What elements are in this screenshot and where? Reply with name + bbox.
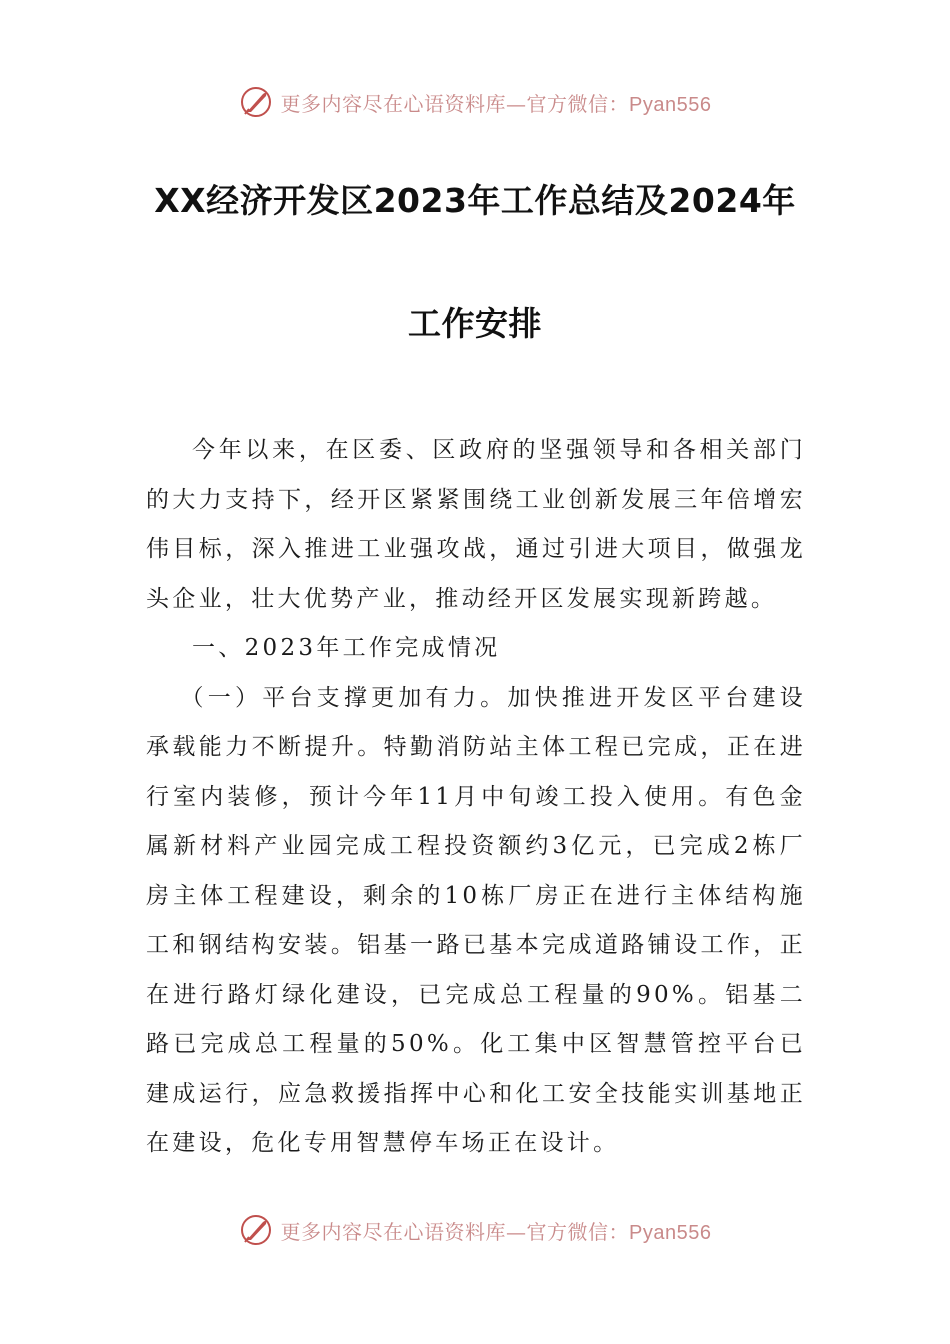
document-title-line-1: XX经济开发区2023年工作总结及2024年 — [154, 181, 796, 220]
document-body — [146, 426, 806, 1169]
watermark-wechat-id: Pyan556 — [629, 1221, 712, 1244]
intro-paragraph: 今年以来，在区委、区政府的坚强领导和各相关部门的大力支持下，经开区紧紧围绕工业创新发展三年倍增宏伟目标，深入推进工业强攻战，通过引进大项目，做强龙头企业，壮大优势产业，推动经开区发展实现新跨越。 — [146, 437, 806, 612]
watermark-cn: 更多内容尽在心语资料库—官方微信： — [280, 1219, 630, 1244]
section-heading: 一、2023年工作完成情况 — [192, 635, 501, 661]
quill-pen-icon — [239, 1213, 273, 1247]
quill-pen-icon — [239, 85, 273, 119]
subsection-paragraph: （一）平台支撑更加有力。加快推进开发区平台建设承载能力不断提升。特勤消防站主体工程已完成，正在进行室内装修，预计今年11月中旬竣工投入使用。有色金属新材料产业园完成工程投资额约3亿元，已完成2栋厂房主体工程建设，剩余的10栋厂房正在进行主体结构施工和钢结构安装。铝基一路已基本完成道路铺设工作，正在进行路灯绿化建设，已完成总工程量的90%。铝基二路已完成总工程量的50%。化工集中区智慧管控平台已建成运行，应急救援指挥中心和化工安全技能实训基地正在建设，危化专用智慧停车场正在设计。 — [146, 684, 806, 1156]
watermark-cn: 更多内容尽在心语资料库—官方微信： — [280, 91, 630, 116]
document-title-line-2: 工作安排 — [408, 304, 542, 343]
watermark-text — [281, 1216, 712, 1245]
footer-watermark — [0, 1210, 950, 1250]
header-watermark — [0, 82, 950, 122]
watermark-wechat-id: Pyan556 — [629, 93, 712, 116]
watermark-text — [281, 88, 712, 117]
